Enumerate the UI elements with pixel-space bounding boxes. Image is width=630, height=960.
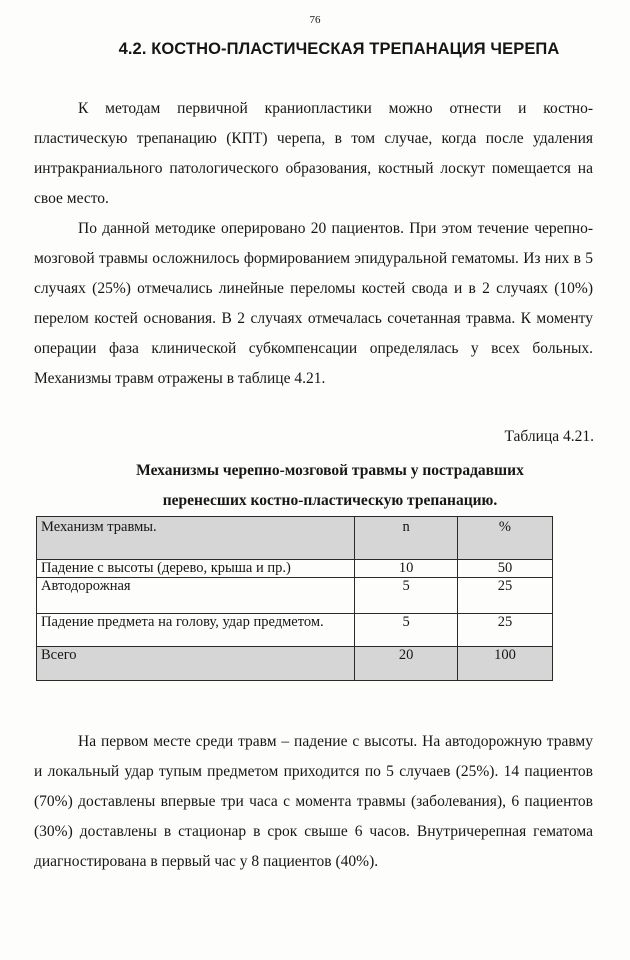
table-total-row: [37, 647, 553, 681]
paragraph-results: На первом месте среди травм – падение с высоты. На автодорожную травму и локальный удар тупым предметом приходится по 5 случаев (25%). 14 пациентов (70%) доставлены впервые три часа с момента травмы (заболевания), 6 пациентов (30%) доставлены в стационар в срок свыше 6 часов. Внутричерепная гематома диагностирована в первый час у 8 пациентов (40%).: [34, 733, 593, 870]
table-cell-n: 10: [355, 560, 458, 578]
table-title-line-2: перенесших костно-пластическую трепанацию.: [162, 492, 498, 509]
table-caption: Таблица 4.21.: [504, 428, 594, 445]
section-title: 4.2. КОСТНО-ПЛАСТИЧЕСКАЯ ТРЕПАНАЦИЯ ЧЕРЕПА: [118, 40, 560, 58]
table-cell-percent: 25: [457, 614, 552, 647]
page-number: 76: [309, 14, 321, 26]
table-title: [0, 456, 630, 516]
column-header-percent: %: [457, 517, 552, 560]
table-cell-mechanism: Всего: [37, 647, 355, 681]
table-cell-n: 20: [355, 647, 458, 681]
paragraph-intro: К методам первичной краниопластики можно отнести и костно-пластическую трепанацию (КПТ) черепа, в том случае, когда после удаления интракраниального патологического образования, костный лоскут помещается на свое место.: [34, 100, 593, 207]
table-title-line-1: Механизмы черепно-мозговой травмы у пострадавших: [136, 462, 524, 479]
table-row: [37, 614, 553, 647]
table-cell-mechanism: Падение с высоты (дерево, крыша и пр.): [37, 560, 355, 578]
table-cell-mechanism: Падение предмета на голову, удар предметом.: [37, 614, 355, 647]
table-cell-mechanism: Автодорожная: [37, 578, 355, 614]
table-header-row: [37, 517, 553, 560]
table-cell-n: 5: [355, 614, 458, 647]
table-row: [37, 578, 553, 614]
column-header-mechanism: Механизм травмы.: [37, 517, 355, 560]
table-cell-percent: 100: [457, 647, 552, 681]
paragraph-method: По данной методике оперировано 20 пациентов. При этом течение черепно-мозговой травмы осложнилось формированием эпидуральной гематомы. Из них в 5 случаях (25%) отмечались линейные переломы костей свода и в 2 случаях (10%) перелом костей основания. В 2 случаях отмечалась сочетанная травма. К моменту операции фаза клинической субкомпенсации определялась у всех больных. Механизмы травм отражены в таблице 4.21.: [34, 220, 593, 387]
table-cell-percent: 25: [457, 578, 552, 614]
table-row: [37, 560, 553, 578]
column-header-n: n: [355, 517, 458, 560]
table-cell-n: 5: [355, 578, 458, 614]
table-cell-percent: 50: [457, 560, 552, 578]
injury-mechanisms-table: [36, 516, 553, 681]
